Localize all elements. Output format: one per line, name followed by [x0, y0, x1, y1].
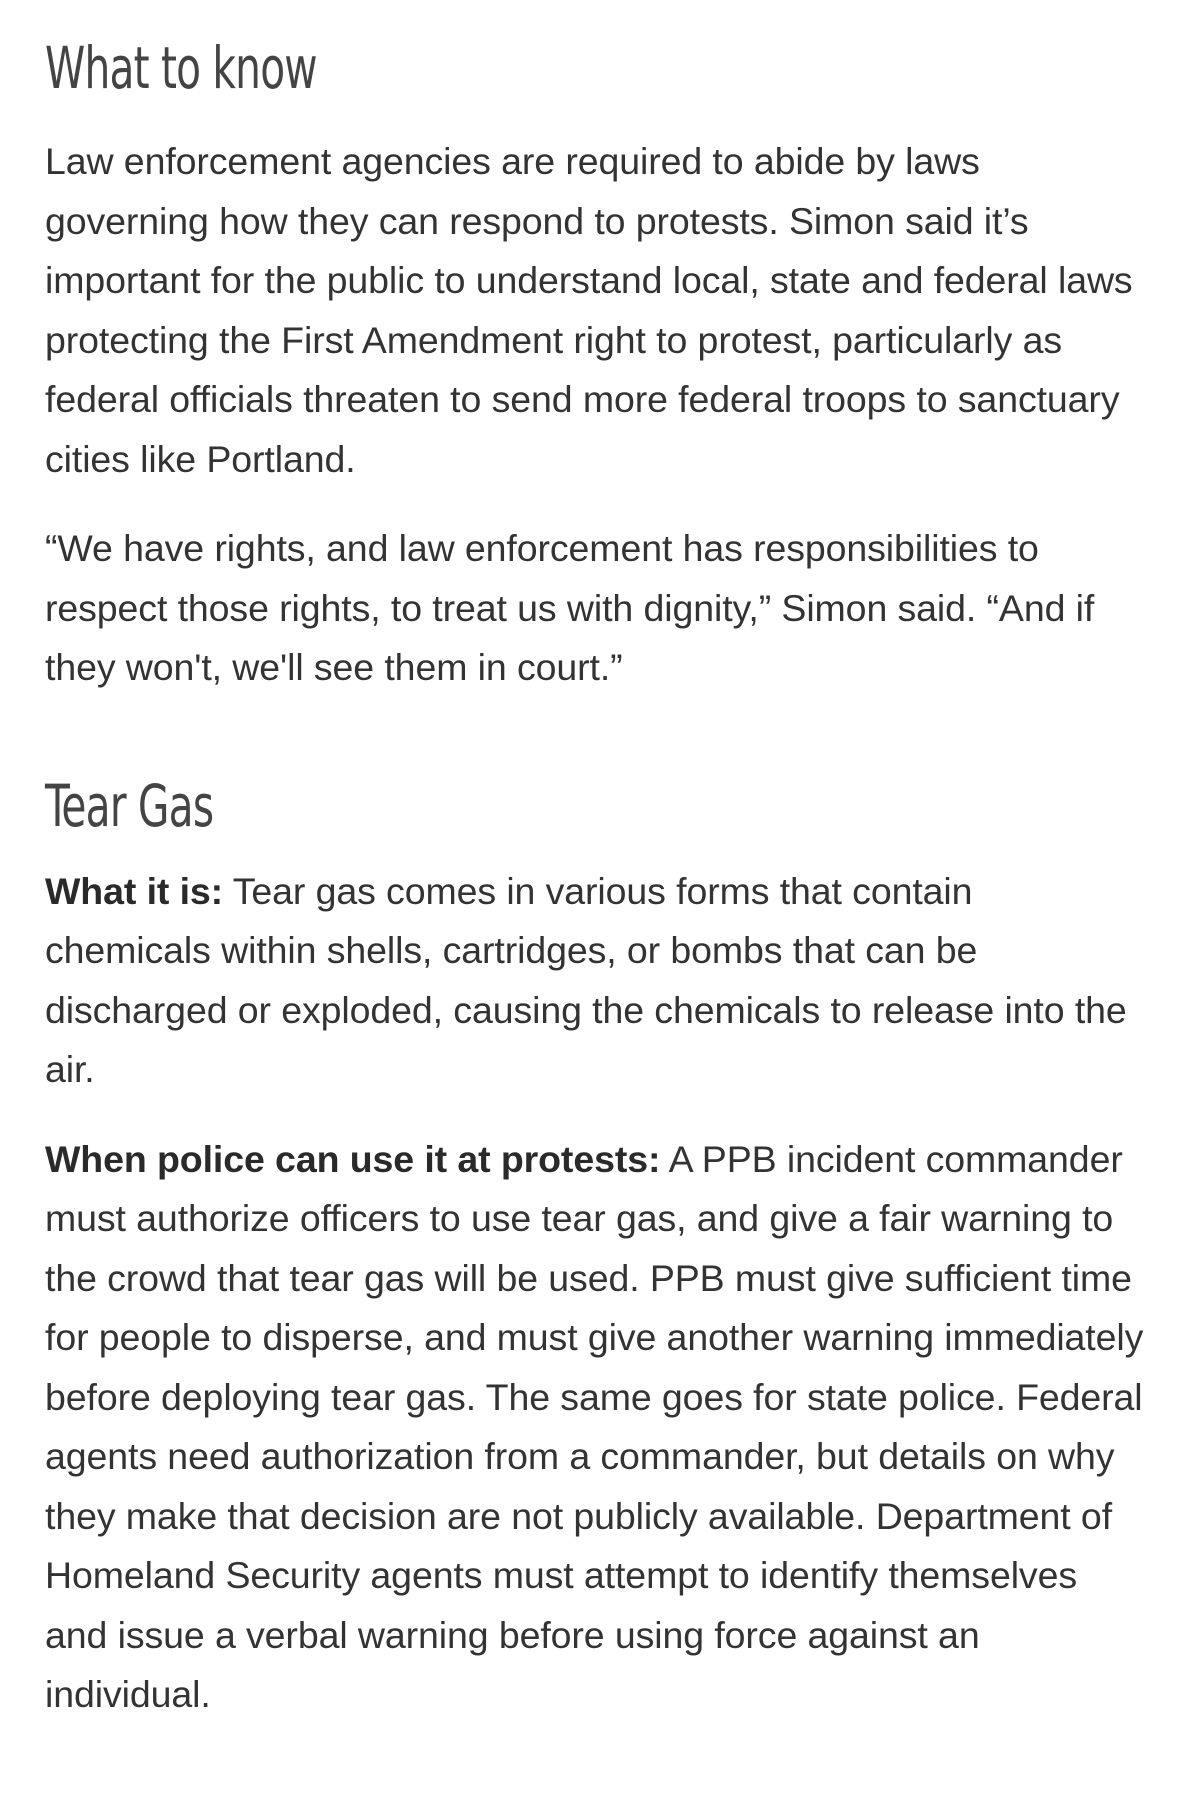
paragraph-laws-overview: Law enforcement agencies are required to abide by laws governing how they can respond to protests. Simon said it’s important for the public to understand local, state and federal laws protecting the First Amendment right to protest, particularly as federal officials threaten to send more federal troops to sanctuary cities like Portland.	[45, 140, 1133, 480]
lead-label-what-it-is: What it is:	[45, 869, 224, 912]
paragraph-what-it-is-text: Tear gas comes in various forms that contain chemicals within shells, cartridges, or bombs that can be discharged or exploded, causing the chemicals to release into the air.	[45, 869, 1127, 1090]
paragraph-what-it-is	[45, 862, 1145, 1100]
paragraph-when-police-can-use	[45, 1130, 1145, 1725]
lead-label-when-police-can-use: When police can use it at protests:	[45, 1137, 661, 1180]
section-heading-tear-gas: Tear Gas	[45, 771, 214, 840]
paragraph-simon-quote: “We have rights, and law enforcement has responsibilities to respect those rights, to treat us with dignity,” Simon said. “And if they won't, we'll see them in court.”	[45, 527, 1095, 688]
section-heading-what-to-know: What to know	[45, 34, 317, 102]
article-body	[45, 30, 1145, 1725]
paragraph-when-police-can-use-text: A PPB incident commander must authorize officers to use tear gas, and give a fair warning to the crowd that tear gas will be used. PPB must give sufficient time for people to disperse, and must give another warning immediately before deploying tear gas. The same goes for state police. Federal agents need authorization from a commander, but details on why they make that decision are not publicly available. Department of Homeland Security agents must attempt to identify themselves and issue a verbal warning before using force against an individual.	[45, 1137, 1144, 1715]
